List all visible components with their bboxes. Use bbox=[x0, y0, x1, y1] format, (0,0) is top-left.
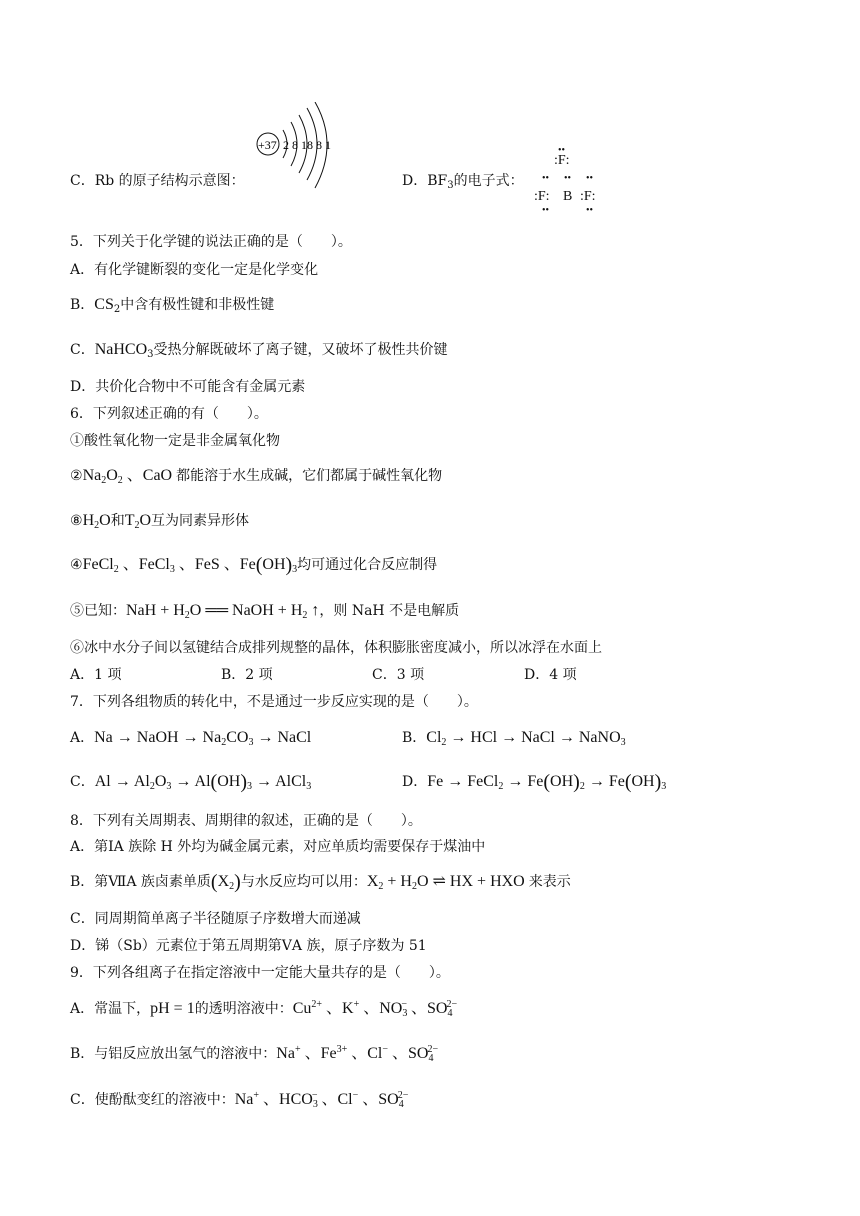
rb-atom-structure-diagram bbox=[255, 102, 345, 192]
q7-option-b: B．$Cl_2$ → HCl → NaCl → NaNO$_3$ bbox=[402, 729, 626, 748]
q6-option-b: B．2 项 bbox=[221, 667, 273, 683]
q7-option-c: C．$Al \to Al_2O_3 \to Al(OH)_3$ → AlCl$_3$ bbox=[70, 771, 312, 793]
q8-stem: 8．下列有关周期表、周期律的叙述，正确的是（ ）。 bbox=[70, 813, 422, 829]
bf3-lewis-structure: •• :F: •• •• •• :F: B :F: •• •• bbox=[534, 145, 596, 216]
q6-item-4: ④FeCl$_2$ 、FeCl$_3$ 、FeS 、$Fe(OH)_3$均可通过化合反应制得 bbox=[70, 554, 438, 576]
q8-option-d: D．锑（Sb）元素位于第五周期第ⅤA 族，原子序数为 51 bbox=[70, 938, 427, 954]
q6-item-3: $⑧H_2O$和$T_2O$互为同素异形体 bbox=[70, 512, 250, 531]
q6-item-5: ⑤已知：NaH + $H_2O$ ══ NaOH + $H_2$ ↑，则 NaH 不是电解质 bbox=[70, 602, 460, 621]
q7-option-d: D．Fe → FeCl$_2$ → $Fe(OH)_2 \to Fe(OH)_3$ bbox=[402, 771, 667, 793]
q6-stem: 6．下列叙述正确的有（ ）。 bbox=[70, 406, 268, 422]
q6-item-6: ⑥冰中水分子间以氢键结合成排列规整的晶体，体积膨胀密度减小，所以冰浮在水面上 bbox=[70, 640, 602, 656]
q6-item-2: $②Na_2O_2$ 、CaO 都能溶于水生成碱，它们都属于碱性氧化物 bbox=[70, 467, 443, 486]
q8-option-c: C．同周期简单离子半径随原子序数增大而递减 bbox=[70, 911, 361, 927]
q7-option-a: A．Na → NaOH → $Na_2CO_3$ → NaCl bbox=[70, 729, 312, 748]
atom-shell-electrons: 2 8 18 8 1 bbox=[283, 138, 331, 152]
q9-option-c: C．使酚酞变红的溶液中：Na+ 、$HCO_3^-$ 、Cl− 、$SO_4^{2-}$ bbox=[70, 1090, 409, 1110]
q6-option-c: C．3 项 bbox=[372, 667, 425, 683]
q5-stem: 5．下列关于化学键的说法正确的是（ ）。 bbox=[70, 234, 352, 250]
q4-option-c-label: C．Rb 的原子结构示意图： bbox=[70, 173, 245, 189]
q6-option-d: D．4 项 bbox=[524, 667, 577, 683]
q9-option-b: B．与铝反应放出氢气的溶液中：Na+ 、$Fe^{3+}$ 、Cl− 、$SO_4^{2-}$ bbox=[70, 1044, 439, 1064]
q7-stem: 7．下列各组物质的转化中，不是通过一步反应实现的是（ ）。 bbox=[70, 694, 478, 710]
q5-option-a: A．有化学键断裂的变化一定是化学变化 bbox=[70, 262, 319, 278]
q9-stem: 9．下列各组离子在指定溶液中一定能大量共存的是（ ）。 bbox=[70, 965, 450, 981]
q5-option-d: D．共价化合物中不可能含有金属元素 bbox=[70, 379, 306, 395]
atom-nucleus-charge: +37 bbox=[258, 138, 277, 152]
q4-option-d-label: D．$BF_3$的电子式： bbox=[402, 173, 524, 191]
q5-option-c: C．NaHCO$_3$受热分解既破坏了离子键，又破坏了极性共价键 bbox=[70, 341, 448, 360]
q5-option-b: B．$CS_2$中含有极性键和非极性键 bbox=[70, 296, 275, 315]
q6-option-a: A．1 项 bbox=[70, 667, 122, 683]
q8-option-b: B．第ⅦA 族卤素单质$(X_2)$与水反应均可以用：$X_2 + H_2O$ ⇌ HX + HXO 来表示 bbox=[70, 871, 571, 893]
q9-option-a: A．常温下，pH = 1的透明溶液中：$Cu^{2+}$ 、K+ 、$NO_3^-$ 、$SO_4^{2-}$ bbox=[70, 999, 458, 1019]
q8-option-a: A．第ⅠA 族除 H 外均为碱金属元素，对应单质均需要保存于煤油中 bbox=[70, 839, 486, 855]
q6-item-1: ①酸性氧化物一定是非金属氧化物 bbox=[70, 433, 280, 449]
